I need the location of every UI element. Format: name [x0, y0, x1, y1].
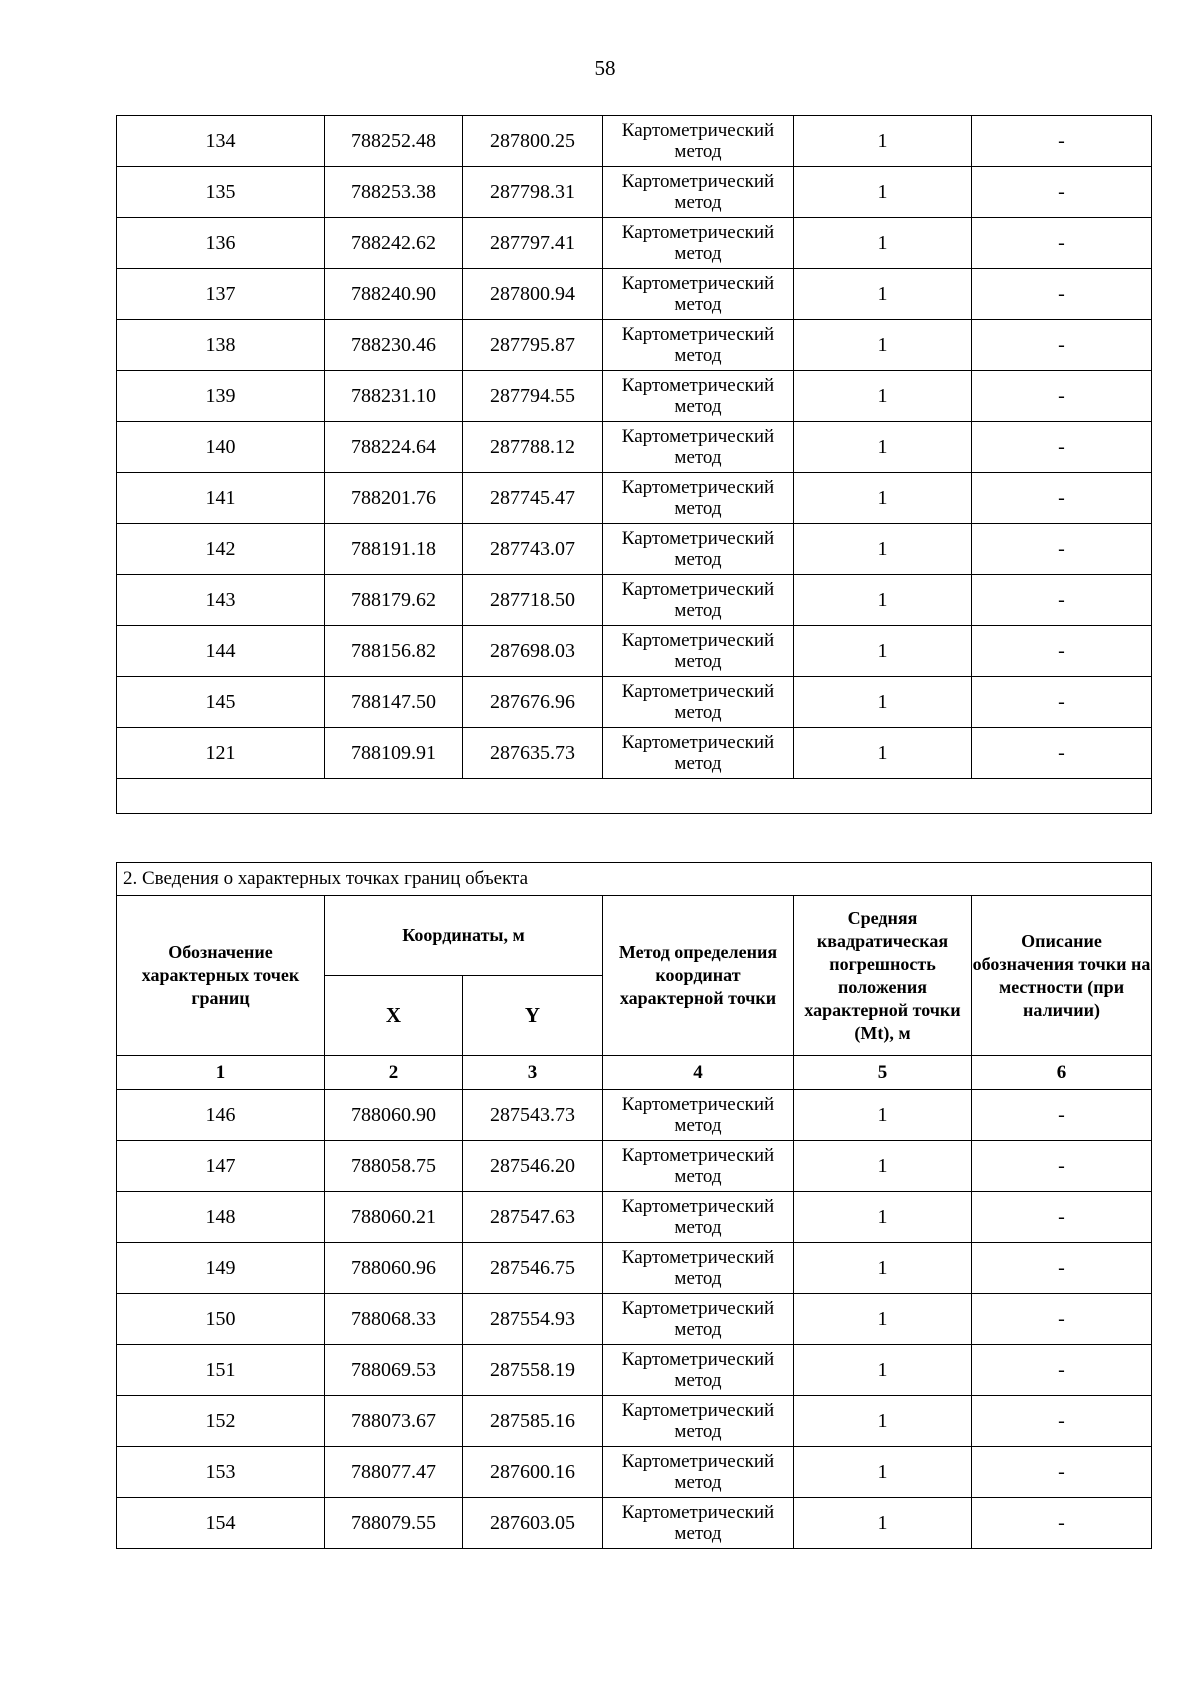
point-number: 149 [117, 1243, 325, 1294]
method-text-line2: метод [674, 1115, 722, 1136]
method-cell [603, 1294, 794, 1345]
coordinate-y: 287546.75 [463, 1243, 603, 1294]
coordinate-y: 287554.93 [463, 1294, 603, 1345]
method-text-line1: Картометрический [621, 1196, 775, 1217]
method-text-line2: метод [674, 345, 722, 366]
point-description: - [972, 1192, 1152, 1243]
table-row [117, 218, 1152, 269]
method-text-line1: Картометрический [621, 120, 775, 141]
point-description: - [972, 269, 1152, 320]
coordinate-x: 788069.53 [325, 1345, 463, 1396]
point-description: - [972, 728, 1152, 779]
point-description: - [972, 524, 1152, 575]
mean-error: 1 [794, 218, 972, 269]
method-text-line1: Картометрический [621, 171, 775, 192]
header-mean-error: Средняя квадратическая погрешность положения характерной точки (Mt), м [794, 896, 972, 1056]
method-text-line1: Картометрический [621, 1502, 775, 1523]
table-row [117, 1498, 1152, 1549]
coordinate-x: 788109.91 [325, 728, 463, 779]
method-text-line1: Картометрический [621, 477, 775, 498]
mean-error: 1 [794, 320, 972, 371]
table-row [117, 1141, 1152, 1192]
method-text-line1: Картометрический [621, 579, 775, 600]
header-point-designation: Обозначение характерных точек границ [117, 896, 325, 1056]
coordinate-y: 287543.73 [463, 1090, 603, 1141]
method-cell [603, 473, 794, 524]
method-text-line2: метод [674, 1217, 722, 1238]
method-text-line2: метод [674, 651, 722, 672]
point-number: 147 [117, 1141, 325, 1192]
method-cell [603, 677, 794, 728]
header-coordinates: Координаты, м [325, 896, 603, 976]
mean-error: 1 [794, 1498, 972, 1549]
method-text-line1: Картометрический [621, 630, 775, 651]
table-row [117, 116, 1152, 167]
point-description: - [972, 1447, 1152, 1498]
method-text-line1: Картометрический [621, 324, 775, 345]
coordinate-y: 287547.63 [463, 1192, 603, 1243]
method-text-line2: метод [674, 192, 722, 213]
mean-error: 1 [794, 1345, 972, 1396]
point-number: 143 [117, 575, 325, 626]
point-description: - [972, 371, 1152, 422]
mean-error: 1 [794, 1396, 972, 1447]
method-text-line2: метод [674, 1421, 722, 1442]
point-number: 153 [117, 1447, 325, 1498]
point-number: 150 [117, 1294, 325, 1345]
coordinate-y: 287788.12 [463, 422, 603, 473]
point-number: 137 [117, 269, 325, 320]
column-number: 2 [325, 1056, 463, 1090]
method-cell [603, 269, 794, 320]
section-title: 2. Сведения о характерных точках границ объекта [117, 863, 1152, 896]
method-text-line1: Картометрический [621, 1400, 775, 1421]
point-number: 145 [117, 677, 325, 728]
coordinate-x: 788253.38 [325, 167, 463, 218]
coordinate-x: 788077.47 [325, 1447, 463, 1498]
mean-error: 1 [794, 269, 972, 320]
point-number: 134 [117, 116, 325, 167]
method-cell [603, 1243, 794, 1294]
coordinate-x: 788179.62 [325, 575, 463, 626]
header-x: X [325, 976, 463, 1056]
coordinate-y: 287635.73 [463, 728, 603, 779]
method-text-line2: метод [674, 243, 722, 264]
column-number: 6 [972, 1056, 1152, 1090]
method-text-line2: метод [674, 702, 722, 723]
table-row [117, 1345, 1152, 1396]
point-description: - [972, 1345, 1152, 1396]
point-description: - [972, 677, 1152, 728]
method-text-line2: метод [674, 1472, 722, 1493]
coordinate-y: 287546.20 [463, 1141, 603, 1192]
method-text-line1: Картометрический [621, 681, 775, 702]
coordinate-x: 788231.10 [325, 371, 463, 422]
coordinate-x: 788060.21 [325, 1192, 463, 1243]
method-text-line2: метод [674, 294, 722, 315]
point-description: - [972, 1294, 1152, 1345]
empty-cell [117, 779, 1152, 814]
method-cell [603, 218, 794, 269]
method-text-line1: Картометрический [621, 426, 775, 447]
coordinate-y: 287800.25 [463, 116, 603, 167]
point-description: - [972, 1090, 1152, 1141]
method-cell [603, 320, 794, 371]
point-number: 121 [117, 728, 325, 779]
table-row [117, 1447, 1152, 1498]
coordinate-y: 287676.96 [463, 677, 603, 728]
method-text-line1: Картометрический [621, 1145, 775, 1166]
point-description: - [972, 626, 1152, 677]
method-cell [603, 422, 794, 473]
table-row [117, 1243, 1152, 1294]
table-row [117, 677, 1152, 728]
point-number: 136 [117, 218, 325, 269]
coordinate-y: 287603.05 [463, 1498, 603, 1549]
point-description: - [972, 473, 1152, 524]
table-row [117, 473, 1152, 524]
coordinate-x: 788068.33 [325, 1294, 463, 1345]
method-cell [603, 1396, 794, 1447]
point-number: 152 [117, 1396, 325, 1447]
point-description: - [972, 422, 1152, 473]
method-cell [603, 1192, 794, 1243]
table-row [117, 728, 1152, 779]
method-cell [603, 116, 794, 167]
coordinate-y: 287745.47 [463, 473, 603, 524]
empty-row [117, 779, 1152, 814]
mean-error: 1 [794, 575, 972, 626]
coordinate-y: 287795.87 [463, 320, 603, 371]
method-text-line1: Картометрический [621, 732, 775, 753]
method-text-line1: Картометрический [621, 1451, 775, 1472]
column-number: 5 [794, 1056, 972, 1090]
method-text-line1: Картометрический [621, 1247, 775, 1268]
mean-error: 1 [794, 167, 972, 218]
coordinate-y: 287718.50 [463, 575, 603, 626]
coordinate-x: 788060.90 [325, 1090, 463, 1141]
point-description: - [972, 1396, 1152, 1447]
method-text-line2: метод [674, 1319, 722, 1340]
coordinate-x: 788252.48 [325, 116, 463, 167]
method-text-line2: метод [674, 141, 722, 162]
method-cell [603, 371, 794, 422]
method-text-line1: Картометрический [621, 222, 775, 243]
mean-error: 1 [794, 728, 972, 779]
point-description: - [972, 218, 1152, 269]
table-row [117, 524, 1152, 575]
mean-error: 1 [794, 1090, 972, 1141]
method-text-line2: метод [674, 1523, 722, 1544]
method-text-line2: метод [674, 549, 722, 570]
coordinate-x: 788201.76 [325, 473, 463, 524]
method-cell [603, 1345, 794, 1396]
point-number: 142 [117, 524, 325, 575]
method-cell [603, 575, 794, 626]
header-description: Описание обозначения точки на местности (при наличии) [972, 896, 1152, 1056]
header-method: Метод определения координат характерной точки [603, 896, 794, 1056]
coordinate-y: 287558.19 [463, 1345, 603, 1396]
column-number: 3 [463, 1056, 603, 1090]
method-text-line1: Картометрический [621, 273, 775, 294]
mean-error: 1 [794, 677, 972, 728]
coordinate-x: 788079.55 [325, 1498, 463, 1549]
table-row [117, 1294, 1152, 1345]
method-cell [603, 1090, 794, 1141]
method-text-line1: Картометрический [621, 1298, 775, 1319]
method-cell [603, 1141, 794, 1192]
point-description: - [972, 167, 1152, 218]
method-text-line1: Картометрический [621, 375, 775, 396]
method-text-line2: метод [674, 447, 722, 468]
coordinate-x: 788191.18 [325, 524, 463, 575]
coordinate-x: 788156.82 [325, 626, 463, 677]
coordinate-x: 788073.67 [325, 1396, 463, 1447]
method-text-line2: метод [674, 1166, 722, 1187]
table-row [117, 371, 1152, 422]
mean-error: 1 [794, 422, 972, 473]
coordinate-x: 788240.90 [325, 269, 463, 320]
point-description: - [972, 1498, 1152, 1549]
mean-error: 1 [794, 1243, 972, 1294]
table-row [117, 167, 1152, 218]
mean-error: 1 [794, 1447, 972, 1498]
mean-error: 1 [794, 626, 972, 677]
table-row [117, 1192, 1152, 1243]
point-description: - [972, 1141, 1152, 1192]
method-cell [603, 1447, 794, 1498]
table-row [117, 1396, 1152, 1447]
method-text-line2: метод [674, 498, 722, 519]
point-description: - [972, 1243, 1152, 1294]
point-number: 146 [117, 1090, 325, 1141]
mean-error: 1 [794, 371, 972, 422]
point-number: 144 [117, 626, 325, 677]
mean-error: 1 [794, 116, 972, 167]
coordinate-y: 287698.03 [463, 626, 603, 677]
coordinate-y: 287743.07 [463, 524, 603, 575]
method-text-line2: метод [674, 396, 722, 417]
mean-error: 1 [794, 524, 972, 575]
coordinate-x: 788147.50 [325, 677, 463, 728]
table-row [117, 422, 1152, 473]
point-description: - [972, 575, 1152, 626]
method-text-line2: метод [674, 1268, 722, 1289]
point-description: - [972, 116, 1152, 167]
coordinate-y: 287585.16 [463, 1396, 603, 1447]
method-text-line2: метод [674, 600, 722, 621]
point-number: 141 [117, 473, 325, 524]
table-row [117, 626, 1152, 677]
table-row [117, 575, 1152, 626]
mean-error: 1 [794, 473, 972, 524]
point-number: 154 [117, 1498, 325, 1549]
coordinate-x: 788242.62 [325, 218, 463, 269]
header-y: Y [463, 976, 603, 1056]
method-cell [603, 1498, 794, 1549]
coordinate-y: 287798.31 [463, 167, 603, 218]
table-row [117, 1090, 1152, 1141]
method-text-line2: метод [674, 1370, 722, 1391]
point-number: 139 [117, 371, 325, 422]
method-text-line1: Картометрический [621, 528, 775, 549]
table-row [117, 269, 1152, 320]
method-cell [603, 728, 794, 779]
point-description: - [972, 320, 1152, 371]
method-text-line1: Картометрический [621, 1349, 775, 1370]
boundary-points-table [116, 862, 1152, 1549]
point-number: 148 [117, 1192, 325, 1243]
coordinate-x: 788224.64 [325, 422, 463, 473]
point-number: 138 [117, 320, 325, 371]
coordinate-y: 287600.16 [463, 1447, 603, 1498]
coordinate-x: 788230.46 [325, 320, 463, 371]
mean-error: 1 [794, 1192, 972, 1243]
coordinate-y: 287800.94 [463, 269, 603, 320]
column-number: 4 [603, 1056, 794, 1090]
coordinates-table-continued [116, 115, 1152, 814]
method-cell [603, 524, 794, 575]
mean-error: 1 [794, 1294, 972, 1345]
coordinate-x: 788060.96 [325, 1243, 463, 1294]
coordinate-y: 287797.41 [463, 218, 603, 269]
mean-error: 1 [794, 1141, 972, 1192]
method-text-line2: метод [674, 753, 722, 774]
column-number: 1 [117, 1056, 325, 1090]
point-number: 151 [117, 1345, 325, 1396]
method-cell [603, 626, 794, 677]
page-number: 58 [594, 56, 616, 80]
coordinate-x: 788058.75 [325, 1141, 463, 1192]
table-row [117, 320, 1152, 371]
method-text-line1: Картометрический [621, 1094, 775, 1115]
method-cell [603, 167, 794, 218]
point-number: 135 [117, 167, 325, 218]
point-number: 140 [117, 422, 325, 473]
coordinate-y: 287794.55 [463, 371, 603, 422]
